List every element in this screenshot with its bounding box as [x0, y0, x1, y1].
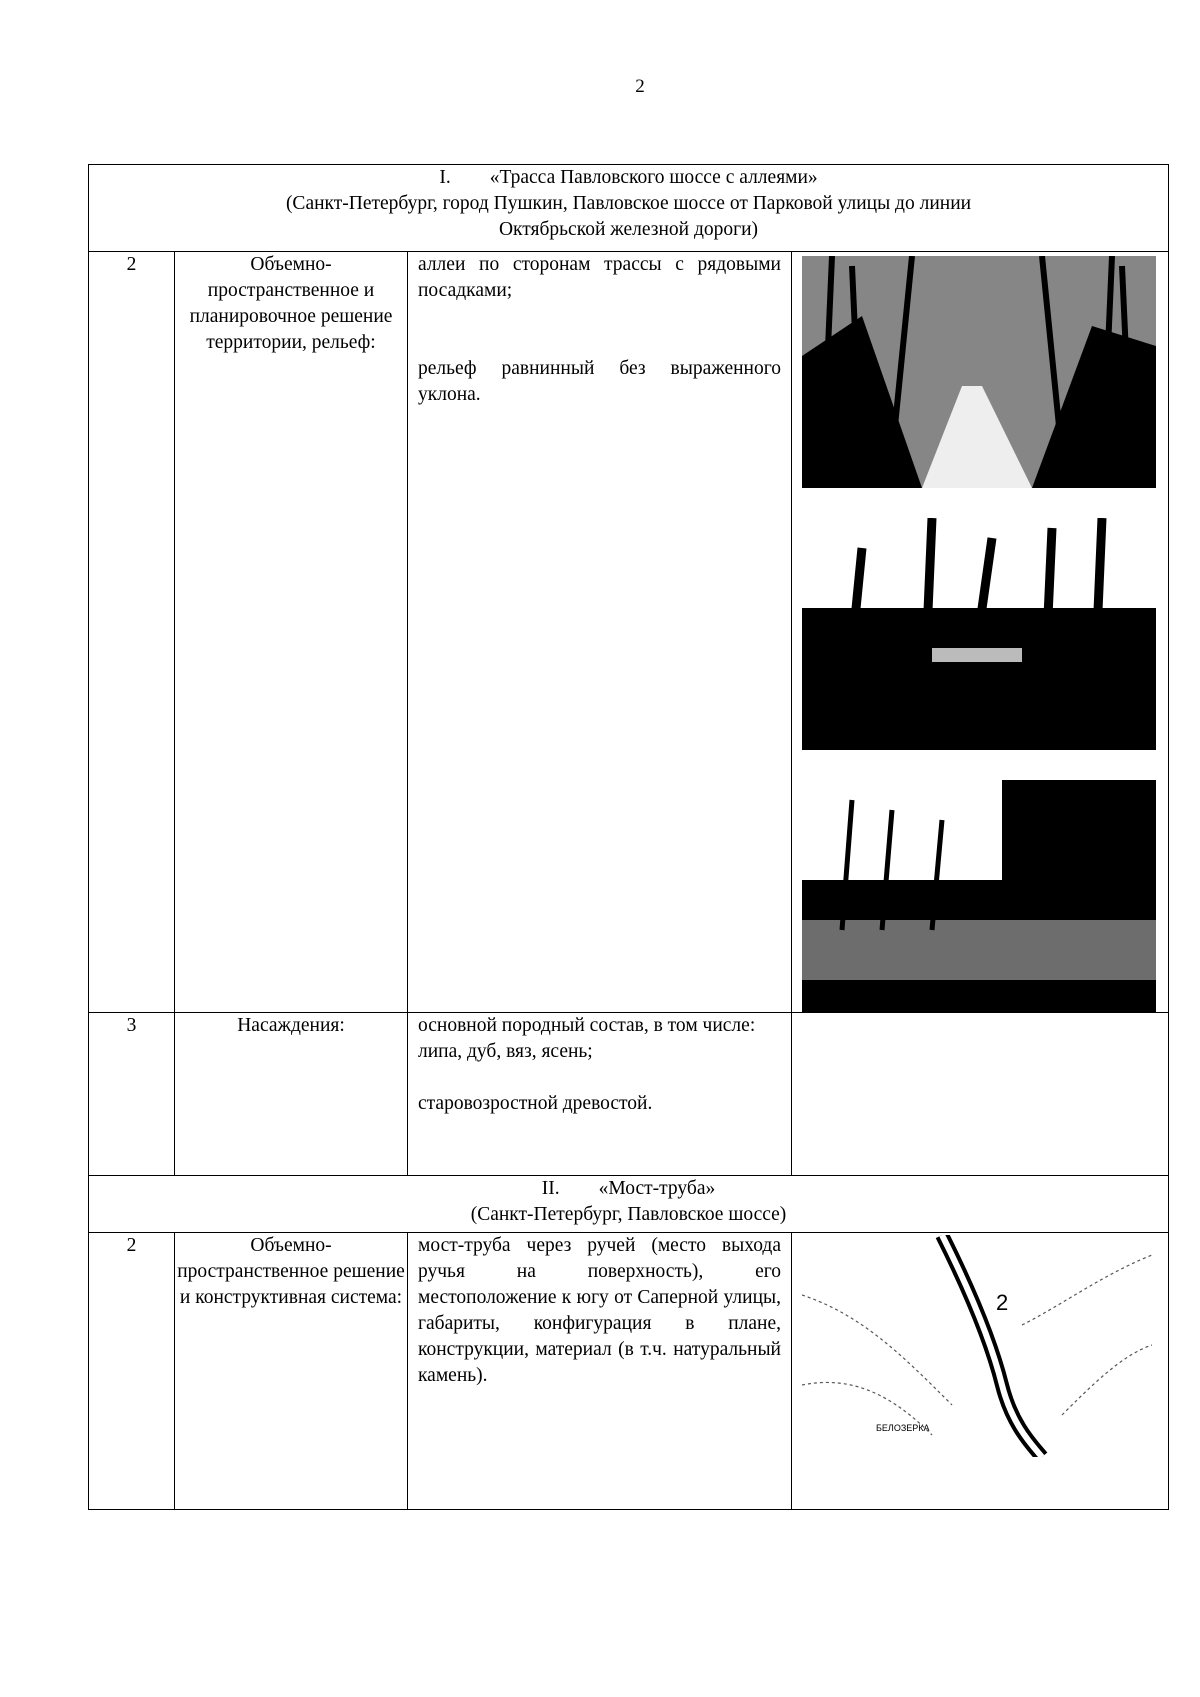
table-row — [89, 252, 1169, 1013]
description-text: мост-труба через ручей (место выхода ручья на поверхность), его местоположение к югу от Саперной улицы, габариты, конфигурация в плане, конструкции, материал (в т.ч. натуральный камень). — [418, 1235, 781, 1386]
row-attribute: Насаждения: — [175, 1013, 408, 1176]
empty-cell — [792, 1013, 1169, 1176]
section-header-2 — [89, 1176, 1169, 1233]
section-location: (Санкт-Петербург, Павловское шоссе) — [470, 1204, 787, 1225]
objects-table — [88, 164, 1169, 1510]
description-text: основной породный состав, в том числе: — [418, 1015, 756, 1036]
alley-photo-3 — [802, 780, 1156, 1012]
alley-photo-2 — [802, 518, 1156, 750]
description-text: рельеф равнинный без выраженного уклона. — [418, 358, 781, 405]
row-description — [408, 1233, 792, 1510]
map-point-label: 2 — [996, 1290, 1009, 1315]
map-cell — [792, 1233, 1169, 1510]
row-description — [408, 252, 792, 1013]
row-number: 2 — [89, 1233, 175, 1510]
photo-cell — [792, 252, 1169, 1013]
section-title: II. «Мост-труба» — [541, 1178, 716, 1199]
row-number: 3 — [89, 1013, 175, 1176]
page-number: 2 — [635, 76, 645, 97]
table-row — [89, 1013, 1169, 1176]
section-header-1 — [89, 165, 1169, 252]
alley-photo-1 — [802, 256, 1156, 488]
section-location-cont: Октябрьской железной дороги) — [498, 219, 759, 240]
section-location: (Санкт-Петербург, город Пушкин, Павловское шоссе от Парковой улицы до линии — [285, 193, 972, 214]
section-title: I. «Трасса Павловского шоссе с аллеями» — [439, 167, 818, 188]
row-attribute: Объемно-пространственное решение и конструктивная система: — [175, 1233, 408, 1510]
row-description — [408, 1013, 792, 1176]
description-text: аллеи по сторонам трассы с рядовыми посадками; — [418, 254, 781, 301]
row-attribute: Объемно-пространственное и планировочное решение территории, рельеф: — [175, 252, 408, 1013]
map-place-label: БЕЛОЗЕРКА — [876, 1423, 930, 1433]
table-row — [89, 1233, 1169, 1510]
description-text: липа, дуб, вяз, ясень; — [418, 1041, 593, 1062]
location-map — [802, 1235, 1152, 1457]
description-text: старовозростной древостой. — [418, 1093, 653, 1114]
row-number: 2 — [89, 252, 175, 1013]
